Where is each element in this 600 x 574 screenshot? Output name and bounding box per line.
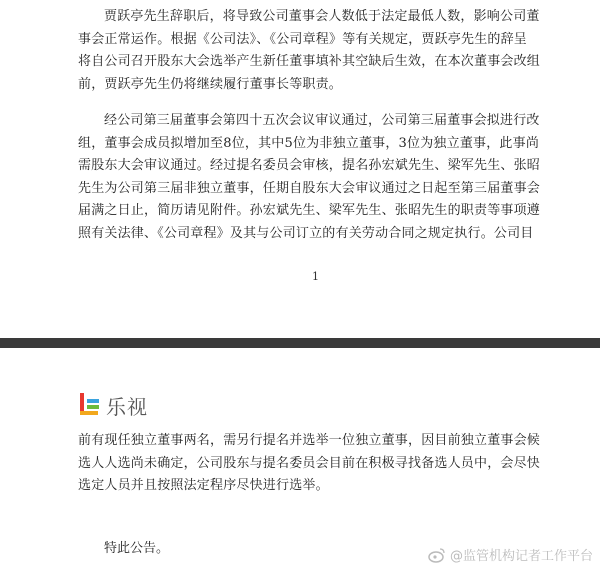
closing-announcement: 特此公告。 [104,541,170,556]
watermark-text: @监管机构记者工作平台 [450,549,594,564]
text-line: 事会正常运作。根据《公司法》、《公司章程》等有关规定，贾跃亭先生的辞呈 [78,31,528,47]
text-line: 前有现任独立董事两名，需另行提名并选举一位独立董事，因目前独立董事会候 [78,433,541,448]
paragraph-independent-director [78,430,564,498]
logo-text: 乐视 [106,394,148,419]
text-line: 届满之日止，简历请见附件。孙宏斌先生、梁军先生、张昭先生的职责等事项遵 [78,203,541,218]
page-separator [0,338,600,348]
paragraph-resignation [78,6,564,96]
text-line: 前，贾跃亭先生仍将继续履行董事长等职责。 [78,76,343,92]
text-line: 经公司第三届董事会第四十五次会议审议通过，公司第三届董事会拟进行改 [104,113,540,128]
paragraph-board-reorganization [78,110,564,245]
letv-logo [78,388,148,422]
text-line: 选人人选尚未确定，公司股东与提名委员会目前在积极寻找备选人员中，会尽快 [78,455,541,471]
page-number: 1 [312,270,319,283]
text-line: 贾跃亭先生辞职后，将导致公司董事会人数低于法定最低人数，影响公司董 [104,9,540,24]
text-line: 将自公司召开股东大会选举产生新任董事填补其空缺后生效，在本次董事会改组 [78,54,541,69]
text-line: 组，董事会成员拟增加至8位，其中5位为非独立董事，3位为独立董事，此事尚 [78,135,540,151]
text-line: 选定人员并且按照法定程序尽快进行选举。 [78,478,329,493]
letv-logo-icon [78,391,102,419]
text-line: 需股东大会审议通过。经过提名委员会审核，提名孙宏斌先生、梁军先生、张昭 [78,158,541,173]
text-line: 照有关法律、《公司章程》及其与公司订立的有关劳动合同之规定执行。公司目 [78,225,534,241]
text-line: 先生为公司第三届非独立董事，任期自股东大会审议通过之日起至第三届董事会 [78,180,541,196]
watermark [428,545,593,564]
weibo-icon [428,547,446,563]
